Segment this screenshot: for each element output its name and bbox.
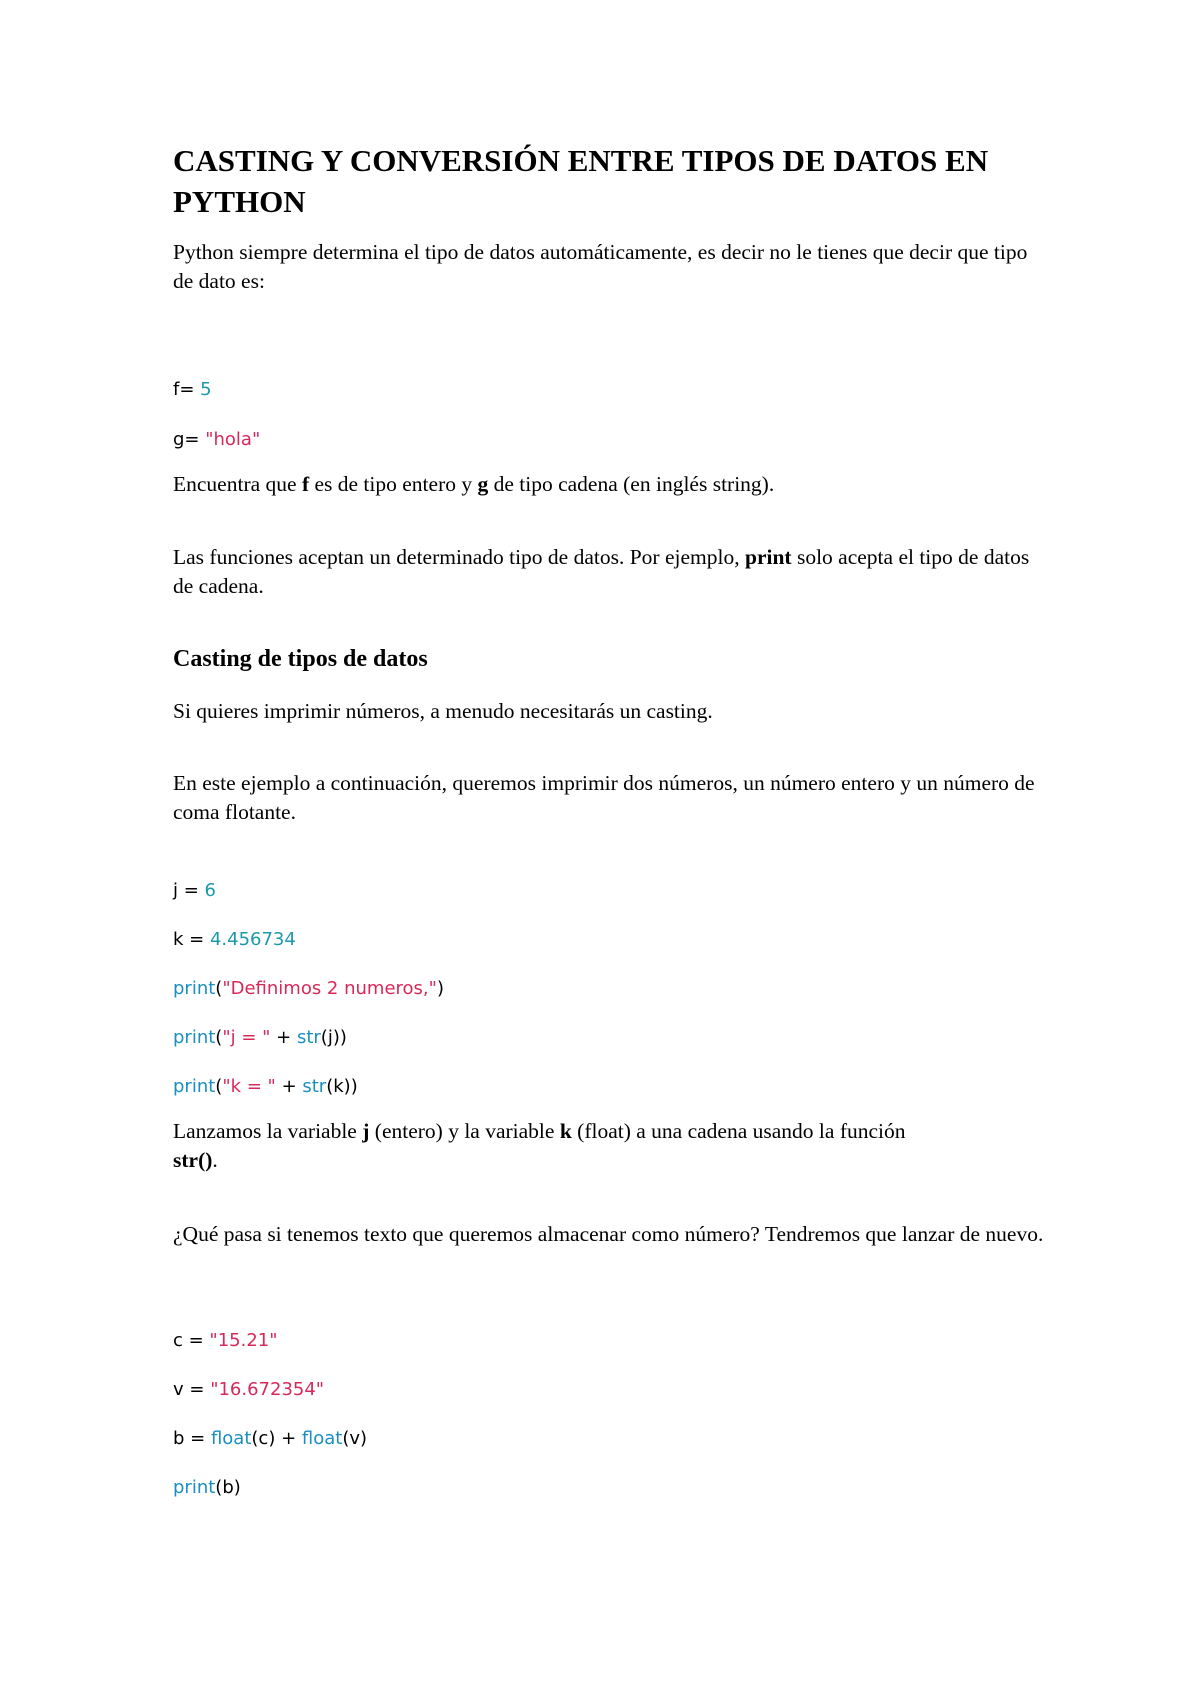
code-number: 6 xyxy=(204,880,216,901)
code-function: str xyxy=(302,1076,327,1097)
intro-paragraph: Python siempre determina el tipo de datos automáticamente, es decir no le tienes que decir que tipo de dato es: xyxy=(173,240,1028,293)
paragraph-ejemplo: En este ejemplo a continuación, queremos imprimir dos números, un número entero y un número de coma flotante. xyxy=(173,771,1035,824)
code-line-print2 xyxy=(173,1025,347,1051)
code-punct: ( xyxy=(215,1027,223,1048)
code-line-j xyxy=(173,878,216,904)
code-line-print-b xyxy=(173,1475,241,1501)
text-run: solo acepta el tipo de datos de cadena. xyxy=(173,545,1030,598)
text-run: Lanzamos la variable xyxy=(173,1119,363,1143)
code-function: print xyxy=(173,1027,216,1048)
bold-run: j xyxy=(362,1119,370,1143)
code-string: "15.21" xyxy=(209,1330,278,1351)
paragraph-funciones xyxy=(173,543,1053,601)
text-run: (float) a una cadena usando la función xyxy=(571,1119,906,1143)
text-run: es de tipo entero y xyxy=(309,472,478,496)
code-arg: (v) xyxy=(342,1428,368,1449)
code-var: v = xyxy=(173,1379,211,1400)
code-function: print xyxy=(173,978,216,999)
bold-run: print xyxy=(744,545,792,569)
code-function: float xyxy=(301,1428,343,1449)
code-operator: + xyxy=(270,1027,297,1048)
code-var: f= xyxy=(173,379,201,400)
code-function: print xyxy=(173,1477,216,1498)
code-var: c = xyxy=(173,1330,210,1351)
code-line-c xyxy=(173,1328,278,1354)
bold-run: str() xyxy=(173,1148,213,1172)
code-arg: (c) xyxy=(251,1428,276,1449)
paragraph-imprimir: Si quieres imprimir números, a menudo necesitarás un casting. xyxy=(173,699,713,723)
code-line-print1 xyxy=(173,976,444,1002)
text-run: de tipo cadena (en inglés string). xyxy=(488,472,775,496)
code-punct: ( xyxy=(215,978,223,999)
text-run: Encuentra que xyxy=(173,472,302,496)
bold-run: k xyxy=(559,1119,572,1143)
code-line-v xyxy=(173,1377,324,1403)
code-var: g= xyxy=(173,429,206,450)
code-line-b xyxy=(173,1426,367,1452)
text-run: (entero) y la variable xyxy=(369,1119,560,1143)
paragraph-que-pasa: ¿Qué pasa si tenemos texto que queremos almacenar como número? Tendremos que lanzar de nuevo. xyxy=(173,1222,1044,1246)
paragraph-lanzamos xyxy=(173,1117,933,1175)
text-run: . xyxy=(212,1148,218,1172)
code-function: float xyxy=(210,1428,252,1449)
text-run: Las funciones aceptan un determinado tipo de datos. Por ejemplo, xyxy=(173,545,745,569)
code-var: j = xyxy=(173,880,205,901)
code-line-k xyxy=(173,927,296,953)
code-arg: (k)) xyxy=(326,1076,358,1097)
paragraph-encuentra xyxy=(173,470,1053,499)
code-function: print xyxy=(173,1076,216,1097)
code-var: b = xyxy=(173,1428,211,1449)
code-function: str xyxy=(296,1027,321,1048)
document-title: CASTING Y CONVERSIÓN ENTRE TIPOS DE DATOS EN PYTHON xyxy=(173,143,989,219)
code-punct: ( xyxy=(215,1076,223,1097)
code-line-f xyxy=(173,377,212,403)
code-line-print3 xyxy=(173,1074,358,1100)
code-string: "hola" xyxy=(205,429,261,450)
code-string: "16.672354" xyxy=(210,1379,325,1400)
code-punct: ) xyxy=(436,978,444,999)
code-line-g xyxy=(173,427,260,453)
code-number: 5 xyxy=(200,379,212,400)
section-heading-casting: Casting de tipos de datos xyxy=(173,646,428,672)
bold-run: g xyxy=(477,472,489,496)
code-string: "j = " xyxy=(222,1027,271,1048)
code-arg: (b) xyxy=(215,1477,241,1498)
code-operator: + xyxy=(275,1428,302,1449)
code-number: 4.456734 xyxy=(209,929,296,950)
code-operator: + xyxy=(275,1076,303,1097)
code-string: "Definimos 2 numeros," xyxy=(222,978,437,999)
code-arg: (j)) xyxy=(320,1027,347,1048)
code-string: "k = " xyxy=(222,1076,276,1097)
code-var: k = xyxy=(173,929,210,950)
bold-run: f xyxy=(301,472,310,496)
